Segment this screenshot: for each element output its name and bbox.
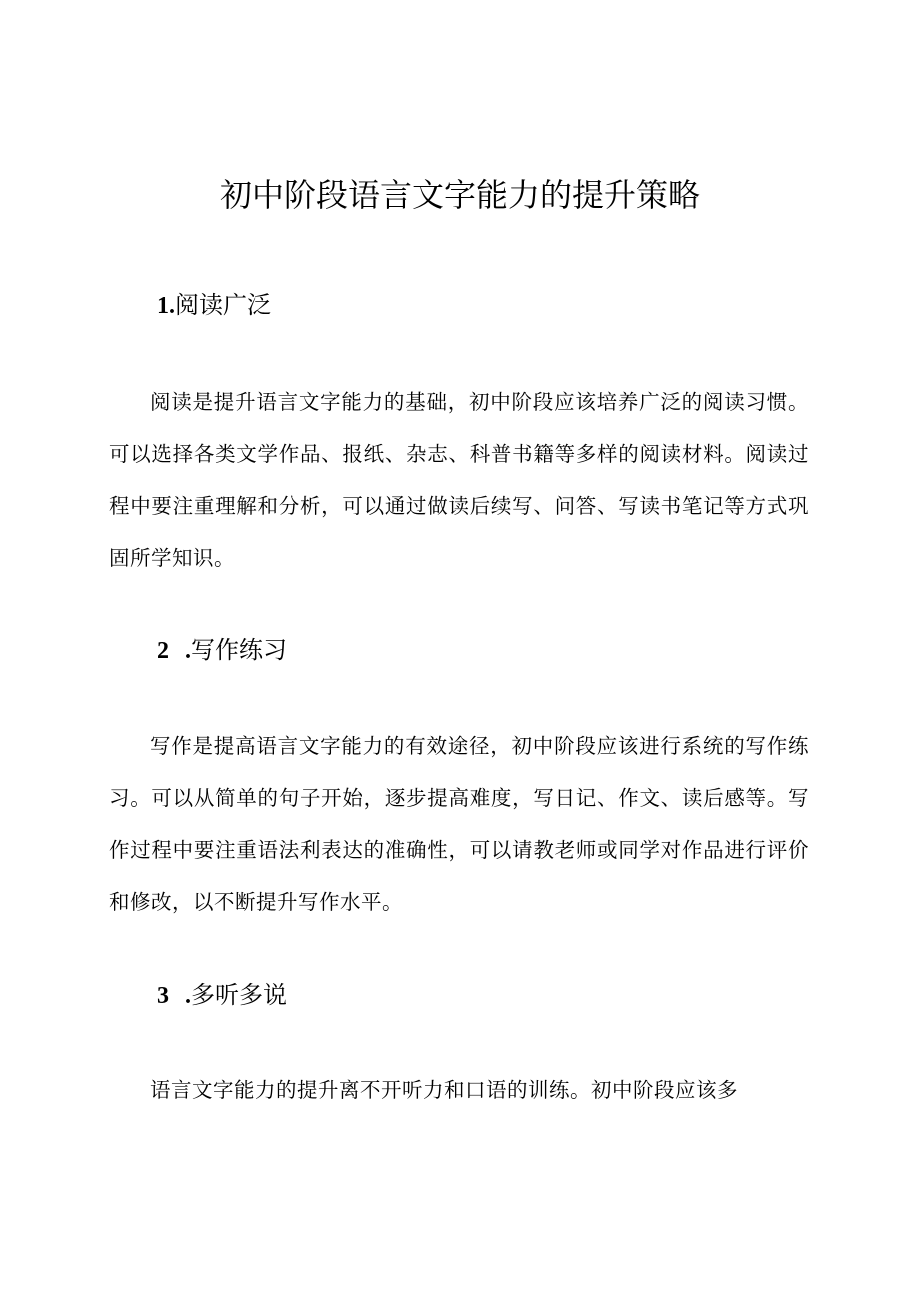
section-title-1: 阅读广泛 [175, 291, 271, 319]
section-number-1: 1. [157, 293, 175, 319]
section-number-suffix-3: . [185, 983, 191, 1009]
section-number-suffix-2: . [185, 638, 191, 664]
section-heading-3 [157, 977, 287, 1014]
section-title-2: 写作练习 [191, 636, 287, 664]
section-title-3: 多听多说 [191, 981, 287, 1009]
section-number-2: 2 [157, 638, 169, 664]
section-paragraph-3: 语言文字能力的提升离不开听力和口语的训练。初中阶段应该多 [150, 1078, 738, 1102]
section-heading-1 [157, 287, 271, 324]
section-paragraph-1: 阅读是提升语言文字能力的基础，初中阶段应该培养广泛的阅读习惯。可以选择各类文学作品、报纸、杂志、科普书籍等多样的阅读材料。阅读过程中要注重理解和分析，可以通过做读后续写、问答、写读书笔记等方式巩固所学知识。 [109, 390, 809, 570]
section-heading-2 [157, 632, 287, 669]
section-number-3: 3 [157, 983, 169, 1009]
section-paragraph-2: 写作是提高语言文字能力的有效途径，初中阶段应该进行系统的写作练习。可以从简单的句子开始，逐步提高难度，写日记、作文、读后感等。写作过程中要注重语法利表达的准确性，可以请教老师或同学对作品进行评价和修改，以不断提升写作水平。 [109, 734, 809, 914]
document-title: 初中阶段语言文字能力的提升策略 [219, 176, 700, 214]
